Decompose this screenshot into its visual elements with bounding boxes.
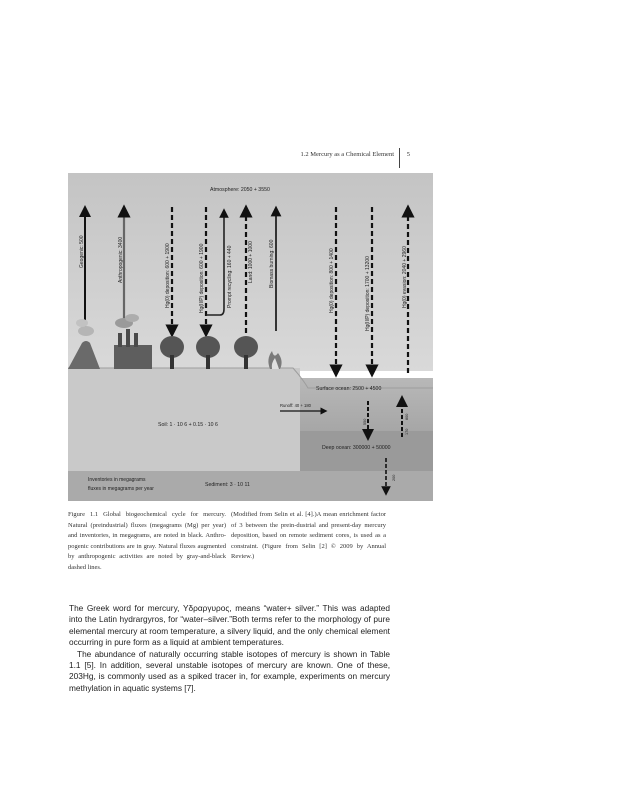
- running-header-section: 1.2 Mercury as a Chemical Element: [300, 151, 394, 158]
- legend-inventories: Inventories in megagrams: [88, 477, 146, 483]
- paragraph-1: The Greek word for mercury, Υδραργυρος, means “water+ silver.” This was adapted into the Latin hydrargyros, for “water–silver.”Both terms refer to the morphology of pure elemental mercury at room temperature, a silvery liquid, and the only chemical element occurring in pure form as a liquid at ambient temperatures.: [69, 603, 390, 648]
- mercury-cycle-diagram: [68, 173, 433, 501]
- surface-ocean-label: Surface ocean: 2500 + 4500: [316, 386, 382, 392]
- ocean-evasion-label: Hg(0) evasion: 2040 + 2960: [402, 246, 408, 308]
- anthropogenic-label: Anthropogenic: 3400: [118, 236, 124, 283]
- exchange-label-3: 170: [405, 428, 409, 435]
- land-label: Land: 1000 + 1000: [248, 241, 254, 283]
- deep-ocean-band: [300, 428, 433, 476]
- figure-caption-right: (Modified from Selin et al. [4].)A mean enrichment factor of 3 between the prein-dustrial and present-day mercury deposition, based on remote sediment cores, is used as a constraint. (Figure from Selin [2] © 2009 by Annual Review.): [231, 511, 386, 560]
- geogenic-label: Geogenic: 500: [79, 235, 85, 268]
- biomass-burning-label: Biomass burning: 600: [269, 239, 275, 288]
- ocean-hg0-deposition-label: Hg(0) deposition: 800 + 1400: [329, 248, 335, 313]
- header-divider: [399, 148, 400, 168]
- mercury-cycle-figure: [68, 173, 433, 501]
- soil-label: Soil: 1 · 10 6 + 0.15 · 10 6: [158, 422, 218, 428]
- ocean-hgii-deposition-label: Hg(II/P) deposition: 1700 + 13200: [365, 256, 371, 331]
- deep-ocean-label: Deep ocean: 300000 + 50000: [322, 445, 391, 451]
- sediment-label: Sediment: 3 · 10 11: [205, 482, 250, 488]
- hgii-deposition-label: Hg(II/P) deposition: 600 + 1900: [199, 243, 205, 313]
- hg0-deposition-label: Hg(0) deposition: 600 + 1900: [165, 243, 171, 308]
- burial-label: 200: [392, 474, 396, 481]
- prompt-recycling-label: Prompt recycling: 160 + 440: [227, 245, 233, 308]
- running-header: [270, 150, 410, 164]
- exchange-label-2: 800: [405, 413, 409, 420]
- runoff-label: Runoff: 40 + 180: [280, 403, 312, 408]
- exchange-label-1: 550: [363, 418, 367, 425]
- paragraph-2: The abundance of naturally occurring stable isotopes of mercury is shown in Table 1.1 [5]. In addition, several unstable isotopes of mercury are known. One of these, 203Hg, is commonly used as a spiked tracer in, for example, experiments on mercury methylation in aquatic systems [7].: [69, 648, 390, 693]
- atmosphere-label: Atmosphere: 2050 + 3550: [210, 187, 270, 193]
- body-text: [69, 603, 390, 694]
- figure-caption-left: Figure 1.1 Global biogeochemical cycle for mercury. Natural (preindustrial) fluxes (megagrams (Mg) per year) and inventories, in megagrams, are noted in black. Anthro-pogenic contributions are in gray. Natural fluxes augmented by anthropogenic activities are noted by gray-and-black dashed lines.: [68, 511, 226, 571]
- legend-fluxes: fluxes in megagrams per year: [88, 486, 154, 492]
- page-number: 5: [406, 151, 410, 158]
